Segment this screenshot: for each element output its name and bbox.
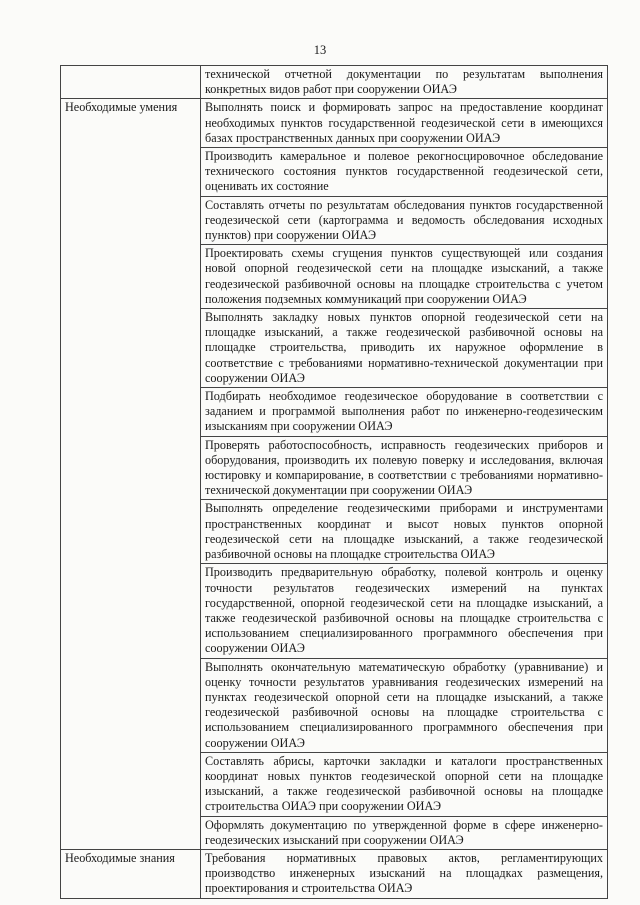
empty-label-cell xyxy=(61,66,201,99)
skills-item: Составлять отчеты по результатам обследования пунктов государственной геодезической сети (картограмма и ведомость обследования исходных пунктов) при сооружении ОИАЭ xyxy=(201,196,608,245)
skills-item: Выполнять определение геодезическими приборами и инструментами пространственных координат и высот новых пунктов опорной геодезической сети на площадке изысканий, а также геодезической разбивочной основы на площадке строительства ОИАЭ xyxy=(201,500,608,564)
continuation-cell: технической отчетной документации по результатам выполнения конкретных видов работ при сооружении ОИАЭ xyxy=(201,66,608,99)
table-row xyxy=(61,99,608,148)
skills-item: Производить камеральное и полевое рекогносцировочное обследование технического состояния пунктов государственной геодезической сети, оценивать их состояние xyxy=(201,148,608,197)
skills-item: Составлять абрисы, карточки закладки и каталоги пространственных координат новых пунктов геодезической опорной сети на площадке изысканий, а также геодезической разбивочной основы на площадке строительства ОИАЭ при сооружении ОИАЭ xyxy=(201,752,608,816)
table-row xyxy=(61,849,608,898)
knowledge-label: Необходимые знания xyxy=(61,849,201,898)
skills-item: Выполнять закладку новых пунктов опорной геодезической сети на площадке изысканий, а также геодезической разбивочной основы на площадке строительства, приводить их наружное оформление в соответствие с требованиями нормативно-технической документации при сооружении ОИАЭ xyxy=(201,309,608,388)
skills-item: Выполнять окончательную математическую обработку (уравнивание) и оценку точности результатов уравнивания геодезических измерений на пунктах геодезической опорной сети на площадке изысканий, а также геодезической разбивочной основы на площадке строительства с использованием специализированного программного обеспечения при сооружении ОИАЭ xyxy=(201,658,608,752)
page-number: 13 xyxy=(313,43,327,57)
skills-item: Проектировать схемы сгущения пунктов существующей или создания новой опорной геодезической сети на площадке изысканий, а также геодезической разбивочной основы на площадке строительства с учетом положения подземных коммуникаций при сооружении ОИАЭ xyxy=(201,245,608,309)
skills-item: Оформлять документацию по утвержденной форме в сфере инженерно-геодезических изысканий при сооружении ОИАЭ xyxy=(201,816,608,849)
skills-item: Подбирать необходимое геодезическое оборудование в соответствии с заданием и программой выполнения работ по инженерно-геодезическим изысканиям при сооружении ОИАЭ xyxy=(201,388,608,437)
requirements-table xyxy=(60,65,608,899)
knowledge-item: Требования нормативных правовых актов, регламентирующих производство инженерных изысканий на площадках размещения, проектирования и строительства ОИАЭ xyxy=(201,849,608,898)
skills-item: Проверять работоспособность, исправность геодезических приборов и оборудования, производить их полевую поверку и исследования, включая юстировку и компарирование, в соответствии с требованиями нормативно-технической документации при сооружении ОИАЭ xyxy=(201,436,608,500)
requirements-table-body xyxy=(61,66,608,899)
skills-item: Производить предварительную обработку, полевой контроль и оценку точности результатов геодезических измерений на пунктах государственной, опорной геодезической сети на площадке изысканий, а также геодезической разбивочной основы на площадке строительства с использованием специализированного программного обеспечения при сооружении ОИАЭ xyxy=(201,564,608,658)
table-row-continuation xyxy=(61,66,608,99)
skills-item: Выполнять поиск и формировать запрос на предоставление координат необходимых пунктов государственной геодезической сети в имеющихся базах пространственных данных при сооружении ОИАЭ xyxy=(201,99,608,148)
skills-label: Необходимые умения xyxy=(61,99,201,850)
